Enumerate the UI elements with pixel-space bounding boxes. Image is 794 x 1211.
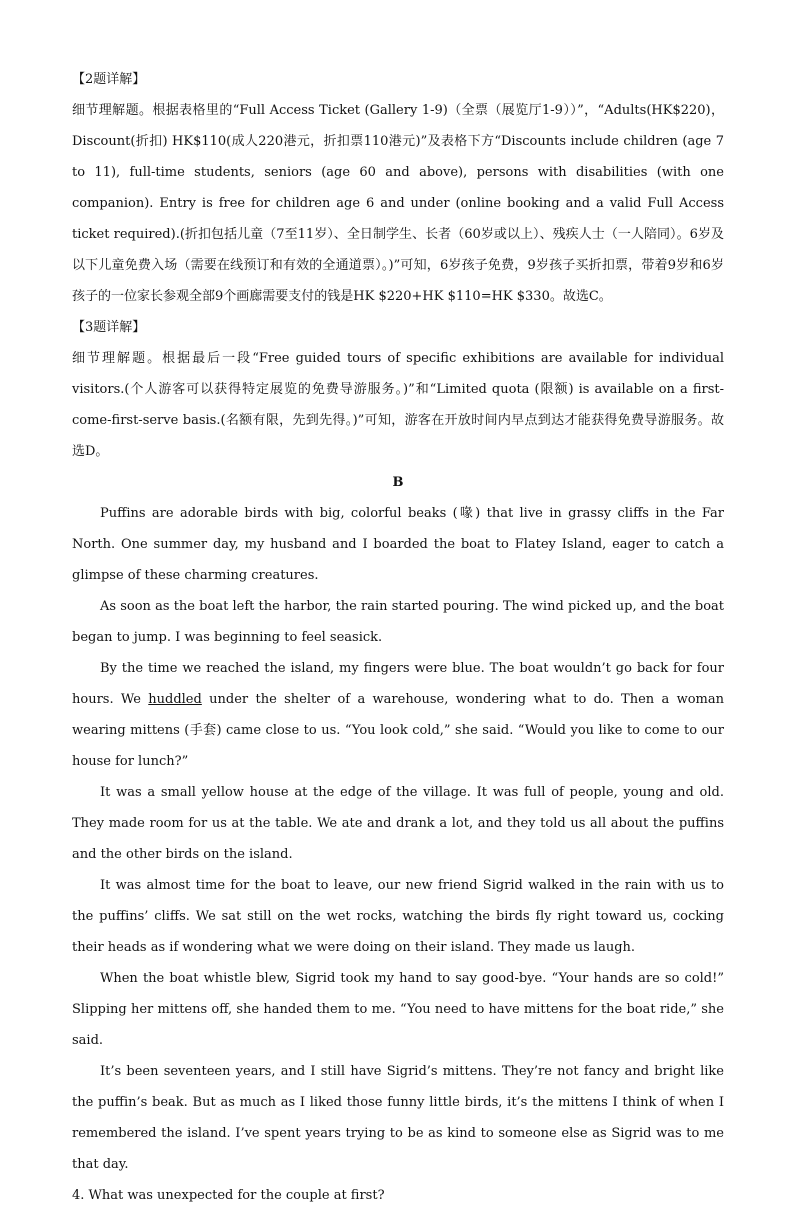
section-2-explanation: 细节理解题。根据表格里的“Full Access Ticket (Gallery 1-9)（全票（展览厅1-9））”，“Adults(HK$220)，Discount(折扣) HK$110(成人220港元，折扣票110港元)”及表格下方“Discounts include children (age 7 to 11), full-time students, seniors (age 60 and above), persons with disabilities (with one companion). Entry is free for children age 6 and under (online booking and a valid Full Access ticket required).(折扣包括儿童（7至11岁）、全日制学生、长者（60岁或以上）、残疾人士（一人陪同）。6岁及以下儿童免费入场（需要在线预订和有效的全通道票）。)”可知，6岁孩子免费，9岁孩子买折扣票，带着9岁和6岁孩子的一位家长参观全部9个画廊需要支付的钱是HK $220+HK $110=HK $330。故选C。 <box>72 103 724 304</box>
passage-paragraph-1: Puffins are adorable birds with big, colorful beaks (喙) that live in grassy cliffs in the Far North. One summer day, my husband and I boarded the boat to Flatey Island, eager to catch a glimpse of these charming creatures. <box>72 506 724 583</box>
passage-paragraph-6: When the boat whistle blew, Sigrid took my hand to say good-bye. “Your hands are so cold!” Slipping her mittens off, she handed them to me. “You need to have mittens for the boat ride,” she said. <box>72 971 724 1048</box>
passage-paragraph-3 <box>72 653 724 777</box>
paragraph-3-end: under the shelter of a warehouse, wondering what to do. Then a woman wearing mittens (手套) came close to us. “You look cold,” she said. “Would you like to come to our house for lunch?” <box>72 692 724 769</box>
passage-paragraph-5: It was almost time for the boat to leave, our new friend Sigrid walked in the rain with us to the puffins’ cliffs. We sat still on the wet rocks, watching the birds fly right toward us, cocking their heads as if wondering what we were doing on their island. They made us laugh. <box>72 878 724 955</box>
question-4: 4. What was unexpected for the couple at first? <box>72 1188 385 1203</box>
passage-paragraph-2: As soon as the boat left the harbor, the rain started pouring. The wind picked up, and the boat began to jump. I was beginning to feel seasick. <box>72 599 724 645</box>
underlined-word-huddled: huddled <box>148 692 202 707</box>
passage-paragraph-4: It was a small yellow house at the edge of the village. It was full of people, young and old. They made room for us at the table. We ate and drank a lot, and they told us all about the puffins and the other birds on the island. <box>72 785 724 862</box>
section-2-heading: 【2题详解】 <box>72 72 146 87</box>
passage-paragraph-7: It’s been seventeen years, and I still have Sigrid’s mittens. They’re not fancy and bright like the puffin’s beak. But as much as I liked those funny little birds, it’s the mittens I think of when I remembered the island. I’ve spent years trying to be as kind to someone else as Sigrid was to me that day. <box>72 1064 724 1172</box>
paragraph-3-start: By the time we reached the island, my fingers were blue. The boat wouldn’t go back for four hours. We <box>72 661 724 707</box>
passage-title: B <box>392 475 404 490</box>
section-3-explanation: 细节理解题。根据最后一段“Free guided tours of specific exhibitions are available for individual visitors.(个人游客可以获得特定展览的免费导游服务。)”和“Limited quota (限额) is available on a first-come-first-serve basis.(名额有限，先到先得。)”可知，游客在开放时间内早点到达才能获得免费导游服务。故选D。 <box>72 351 724 459</box>
document-page <box>72 64 724 1211</box>
section-3-heading: 【3题详解】 <box>72 320 146 335</box>
